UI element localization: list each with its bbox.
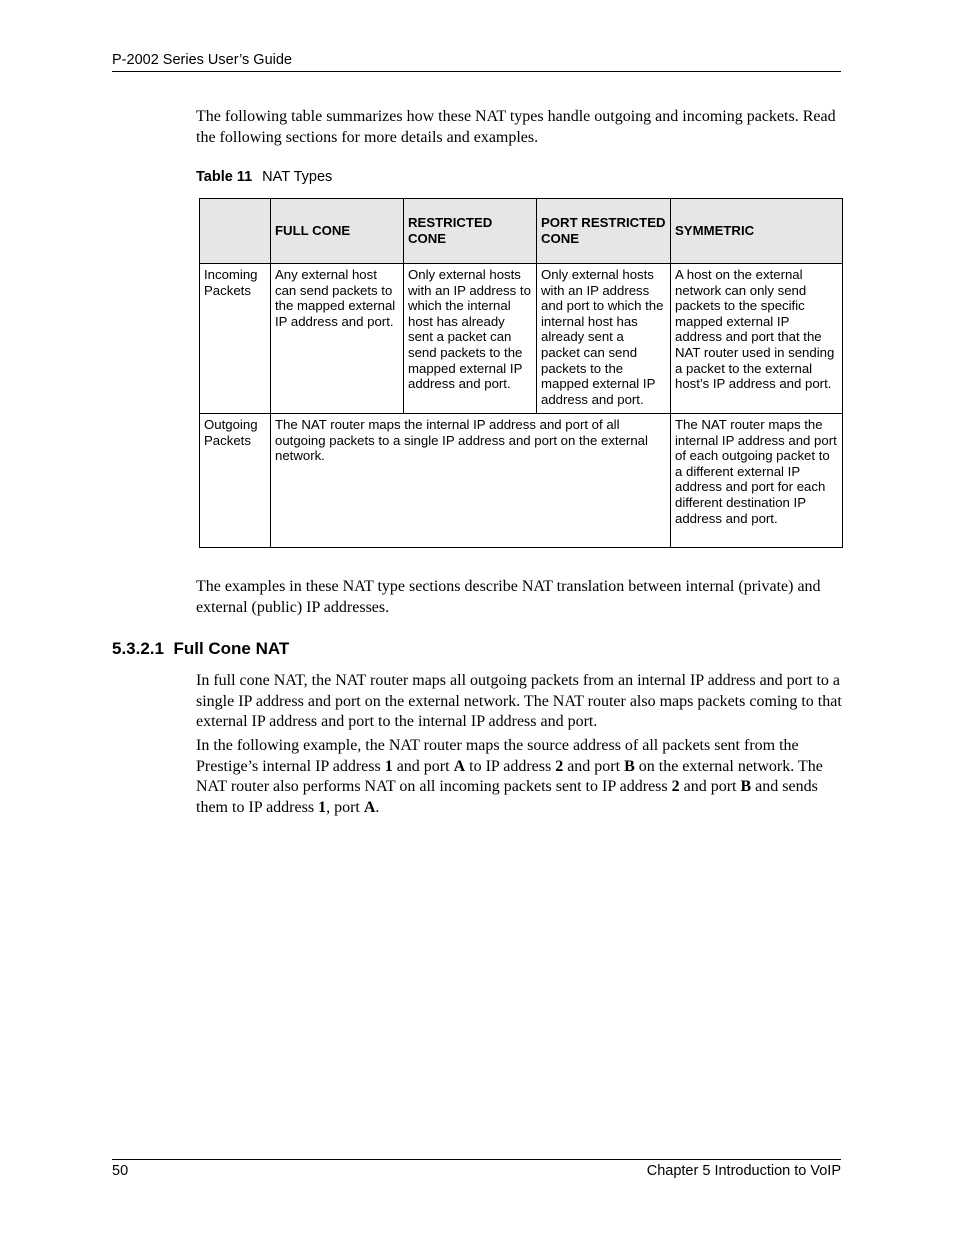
header-full-cone: FULL CONE — [271, 199, 404, 264]
header-divider — [112, 71, 841, 72]
intro-paragraph: The following table summarizes how these NAT types handle outgoing and incoming packets. Read the following sections for more details and examples. — [196, 108, 836, 146]
chapter-title: Chapter 5 Introduction to VoIP — [646, 1163, 841, 1179]
table-row-outgoing — [200, 414, 843, 548]
table-row-incoming — [200, 264, 843, 414]
running-header: P-2002 Series User’s Guide — [112, 52, 292, 68]
cell-incoming-symmetric: A host on the external network can only send packets to the specific mapped external IP address and port that the NAT router used in sending a packet to the external host’s IP address and port. — [671, 264, 843, 414]
table-caption — [196, 169, 332, 185]
header-restricted-cone: RESTRICTED CONE — [404, 199, 537, 264]
header-symmetric: SYMMETRIC — [671, 199, 843, 264]
section-heading — [112, 639, 289, 659]
table-caption-title: NAT Types — [262, 169, 333, 185]
row-label-outgoing: Outgoing Packets — [200, 414, 271, 548]
header-cell-empty — [200, 199, 271, 264]
cell-incoming-restricted-cone: Only external hosts with an IP address to which the internal host has already sent a packet can send packets to the mapped external IP address and port. — [404, 264, 537, 414]
cell-outgoing-symmetric: The NAT router maps the internal IP address and port of each outgoing packet to a different external IP address and port for each different destination IP address and port. — [671, 414, 843, 548]
page-number: 50 — [112, 1163, 129, 1179]
nat-types-table — [199, 198, 843, 548]
section-title: Full Cone NAT — [173, 639, 290, 658]
cell-outgoing-cone-types: The NAT router maps the internal IP address and port of all outgoing packets to a single IP address and port on the external network. — [271, 414, 671, 548]
cell-incoming-full-cone: Any external host can send packets to the mapped external IP address and port. — [271, 264, 404, 414]
table-caption-label: Table 11 — [196, 169, 253, 185]
header-port-restricted-cone: PORT RESTRICTED CONE — [537, 199, 671, 264]
table-header-row — [200, 199, 843, 264]
row-label-incoming: Incoming Packets — [200, 264, 271, 414]
full-cone-paragraph-2: In the following example, the NAT router maps the source address of all packets sent from the Prestige’s internal IP address 1 and port A to IP address 2 and port B on the external network. The NAT router also performs NAT on all incoming packets sent to IP address 2 and port B and sends them to IP address 1, port A. — [196, 737, 823, 816]
full-cone-paragraph-1: In full cone NAT, the NAT router maps all outgoing packets from an internal IP address and port to a single IP address and port on the external network. The NAT router also maps packets coming to that external IP address and port to the internal IP address and port. — [196, 672, 842, 730]
cell-incoming-port-restricted-cone: Only external hosts with an IP address and port to which the internal host has already sent a packet can send packets to the mapped external IP address and port. — [537, 264, 671, 414]
section-number: 5.3.2.1 — [112, 639, 164, 658]
examples-paragraph: The examples in these NAT type sections describe NAT translation between internal (private) and external (public) IP addresses. — [196, 578, 821, 616]
footer-divider — [112, 1159, 841, 1160]
